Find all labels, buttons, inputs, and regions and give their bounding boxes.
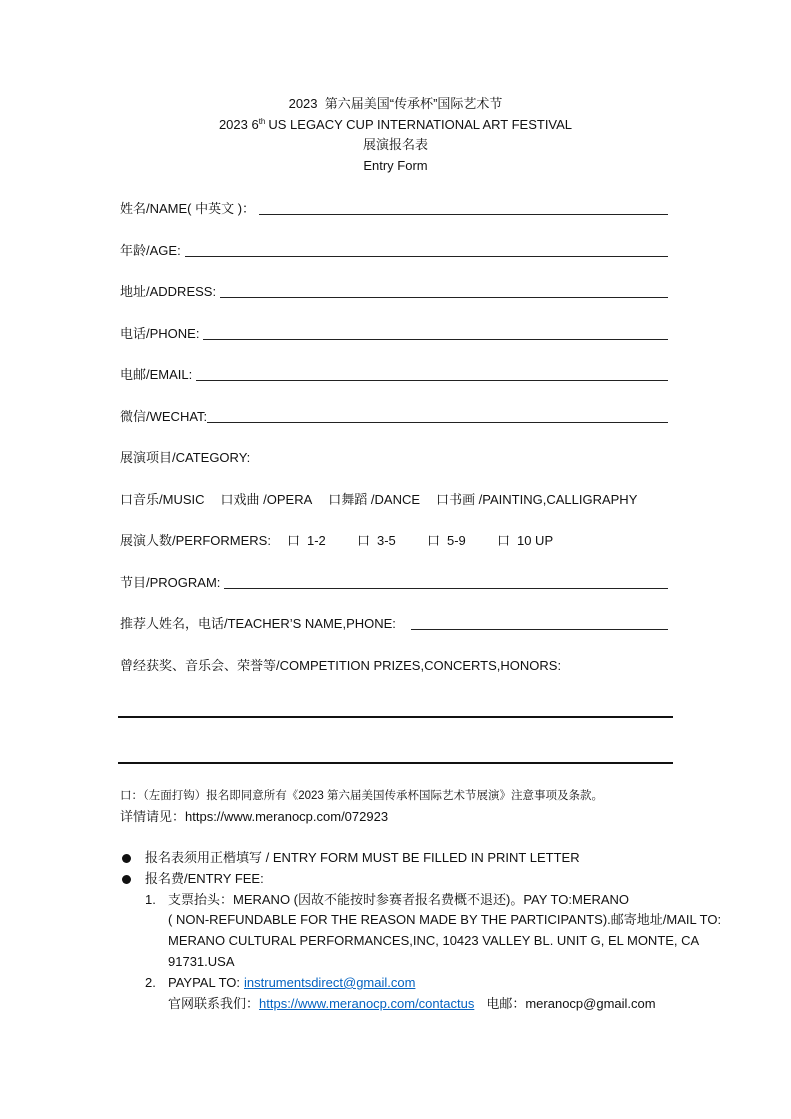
category-options-row xyxy=(120,490,668,532)
phone-row xyxy=(120,324,668,366)
name-blank-line xyxy=(259,199,668,215)
performers-row xyxy=(120,531,668,573)
performers-label: 展演人数/PERFORMERS: xyxy=(120,533,271,548)
category-option-music xyxy=(120,490,205,510)
item-number: 2. xyxy=(145,974,156,990)
contact-url-link[interactable]: https://www.meranocp.com/contactus xyxy=(259,995,475,1011)
paypal-line xyxy=(120,973,760,994)
category-label: 展演项目/CATEGORY: xyxy=(120,450,251,465)
details-label: 详情请见： xyxy=(120,809,186,824)
checkbox-icon: 口 xyxy=(436,491,450,507)
bullet-icon xyxy=(120,848,145,869)
check-payment-text: 支票抬头：MERANO (因故不能按时参赛者报名费概不退还)。PAY TO:MERANO xyxy=(168,891,630,907)
contact-label: 官网联系我们： xyxy=(168,995,260,1011)
bullet-dot xyxy=(122,875,131,884)
festival-title-en: US LEGACY CUP INTERNATIONAL ART FESTIVAL xyxy=(268,116,573,132)
festival-title-cn: 2023 第六届美国“传承杯”国际艺术节 xyxy=(288,96,503,111)
checkbox-icon: 口 xyxy=(356,533,370,548)
bullet-dot xyxy=(122,854,131,863)
agreement-line xyxy=(120,787,720,806)
form-title-en: Entry Form xyxy=(363,158,428,174)
address-label: 地址/ADDRESS: xyxy=(120,284,217,299)
performers-option-5-9 xyxy=(427,531,497,551)
print-letter-note: 报名表须用正楷填写 / ENTRY FORM MUST BE FILLED IN PRINT LETTER xyxy=(145,850,580,865)
performers-option-label: 10 UP xyxy=(516,533,554,548)
category-option-label: 戏曲 /OPERA xyxy=(233,491,313,507)
performers-option-10-up xyxy=(497,531,567,551)
check-payment-text: ( NON-REFUNDABLE FOR THE REASON MADE BY THE PARTICIPANTS).邮寄地址/MAIL TO: xyxy=(168,912,722,928)
honors-answer-line-2 xyxy=(118,762,673,764)
mailing-address-zip: 91731.USA xyxy=(168,953,235,969)
address-blank-line xyxy=(220,282,668,298)
program-row xyxy=(120,573,668,615)
paypal-email-link[interactable]: instrumentsdirect@gmail.com xyxy=(244,974,416,990)
age-row xyxy=(120,241,668,283)
wechat-blank-line xyxy=(207,407,668,423)
details-url: https://www.meranocp.com/072923 xyxy=(185,809,389,824)
category-option-dance xyxy=(328,490,420,510)
form-fields xyxy=(120,199,668,697)
checkbox-icon: 口 xyxy=(496,533,510,548)
check-payment-line-2 xyxy=(120,910,760,931)
category-option-painting xyxy=(436,490,637,510)
program-label: 节目/PROGRAM: xyxy=(120,574,221,590)
performers-option-label: 5-9 xyxy=(446,533,466,548)
wechat-row xyxy=(120,407,668,449)
check-payment-line-1 xyxy=(120,890,760,911)
checkbox-icon: 口 xyxy=(120,491,134,507)
program-blank-line xyxy=(224,573,668,589)
category-option-label: 舞蹈 /DANCE xyxy=(341,491,421,507)
name-row xyxy=(120,199,668,241)
address-row xyxy=(120,282,668,324)
name-label: 姓名/NAME( 中英文 )： xyxy=(120,201,256,216)
festival-title-en-line xyxy=(0,115,791,136)
contact-email-label: 电邮： xyxy=(486,995,526,1011)
form-title-cn-line xyxy=(0,135,791,156)
form-header xyxy=(0,94,791,177)
phone-label: 电话/PHONE: xyxy=(120,325,200,341)
email-row xyxy=(120,365,668,407)
check-payment-line-3 xyxy=(120,931,760,952)
paypal-label: PAYPAL TO: xyxy=(168,974,241,990)
festival-title-en-prefix: 2023 6 xyxy=(218,116,259,132)
performers-option-1-2 xyxy=(287,531,357,551)
age-label: 年龄/AGE: xyxy=(120,242,181,258)
email-label: 电邮/EMAIL: xyxy=(120,367,193,382)
item-number: 1. xyxy=(145,891,156,907)
category-row xyxy=(120,448,668,490)
performers-options xyxy=(287,531,567,551)
category-option-label: 书画 /PAINTING,CALLIGRAPHY xyxy=(449,491,638,507)
checkbox-icon: 口 xyxy=(120,790,132,802)
list-item xyxy=(120,869,760,890)
wechat-label: 微信/WECHAT: xyxy=(120,408,208,424)
teacher-label: 推荐人姓名，电话/TEACHER’S NAME,PHONE: xyxy=(120,616,396,631)
festival-title-cn-line xyxy=(0,94,791,115)
contact-line xyxy=(120,994,760,1015)
performers-option-label: 1-2 xyxy=(306,533,326,548)
phone-blank-line xyxy=(203,324,668,340)
checkbox-icon: 口 xyxy=(328,491,342,507)
instructions-list xyxy=(120,848,760,1014)
list-item xyxy=(120,848,760,869)
form-title-en-line xyxy=(0,156,791,177)
agreement-text: ：（左面打钩）报名即同意所有《2023 第六届美国传承杯国际艺术节展演》注意事项及条款。 xyxy=(131,790,604,802)
honors-answer-line-1 xyxy=(118,716,673,718)
category-option-opera xyxy=(221,490,313,510)
check-payment-line-4 xyxy=(120,952,760,973)
teacher-row xyxy=(120,614,668,656)
mailing-address: MERANO CULTURAL PERFORMANCES,INC, 10423 VALLEY BL. UNIT G, EL MONTE, CA xyxy=(168,933,700,949)
form-title-cn: 展演报名表 xyxy=(362,137,428,153)
contact-email: meranocp@gmail.com xyxy=(525,995,656,1011)
agreement-notes xyxy=(120,787,720,827)
bullet-icon xyxy=(120,869,145,890)
performers-option-3-5 xyxy=(357,531,427,551)
honors-label: 曾经获奖、音乐会、荣誉等/COMPETITION PRIZES,CONCERTS,HONORS: xyxy=(120,657,562,673)
email-blank-line xyxy=(196,365,668,381)
teacher-blank-line xyxy=(411,614,668,630)
age-blank-line xyxy=(185,241,668,257)
ordinal-superscript: th xyxy=(258,116,266,126)
honors-row xyxy=(120,656,668,698)
category-option-label: 音乐/MUSIC xyxy=(133,491,205,507)
checkbox-icon: 口 xyxy=(220,491,234,507)
entry-fee-note: 报名费/ENTRY FEE: xyxy=(145,870,264,886)
checkbox-icon: 口 xyxy=(426,533,440,548)
performers-option-label: 3-5 xyxy=(376,533,396,548)
checkbox-icon: 口 xyxy=(286,533,300,548)
details-line xyxy=(120,806,720,827)
